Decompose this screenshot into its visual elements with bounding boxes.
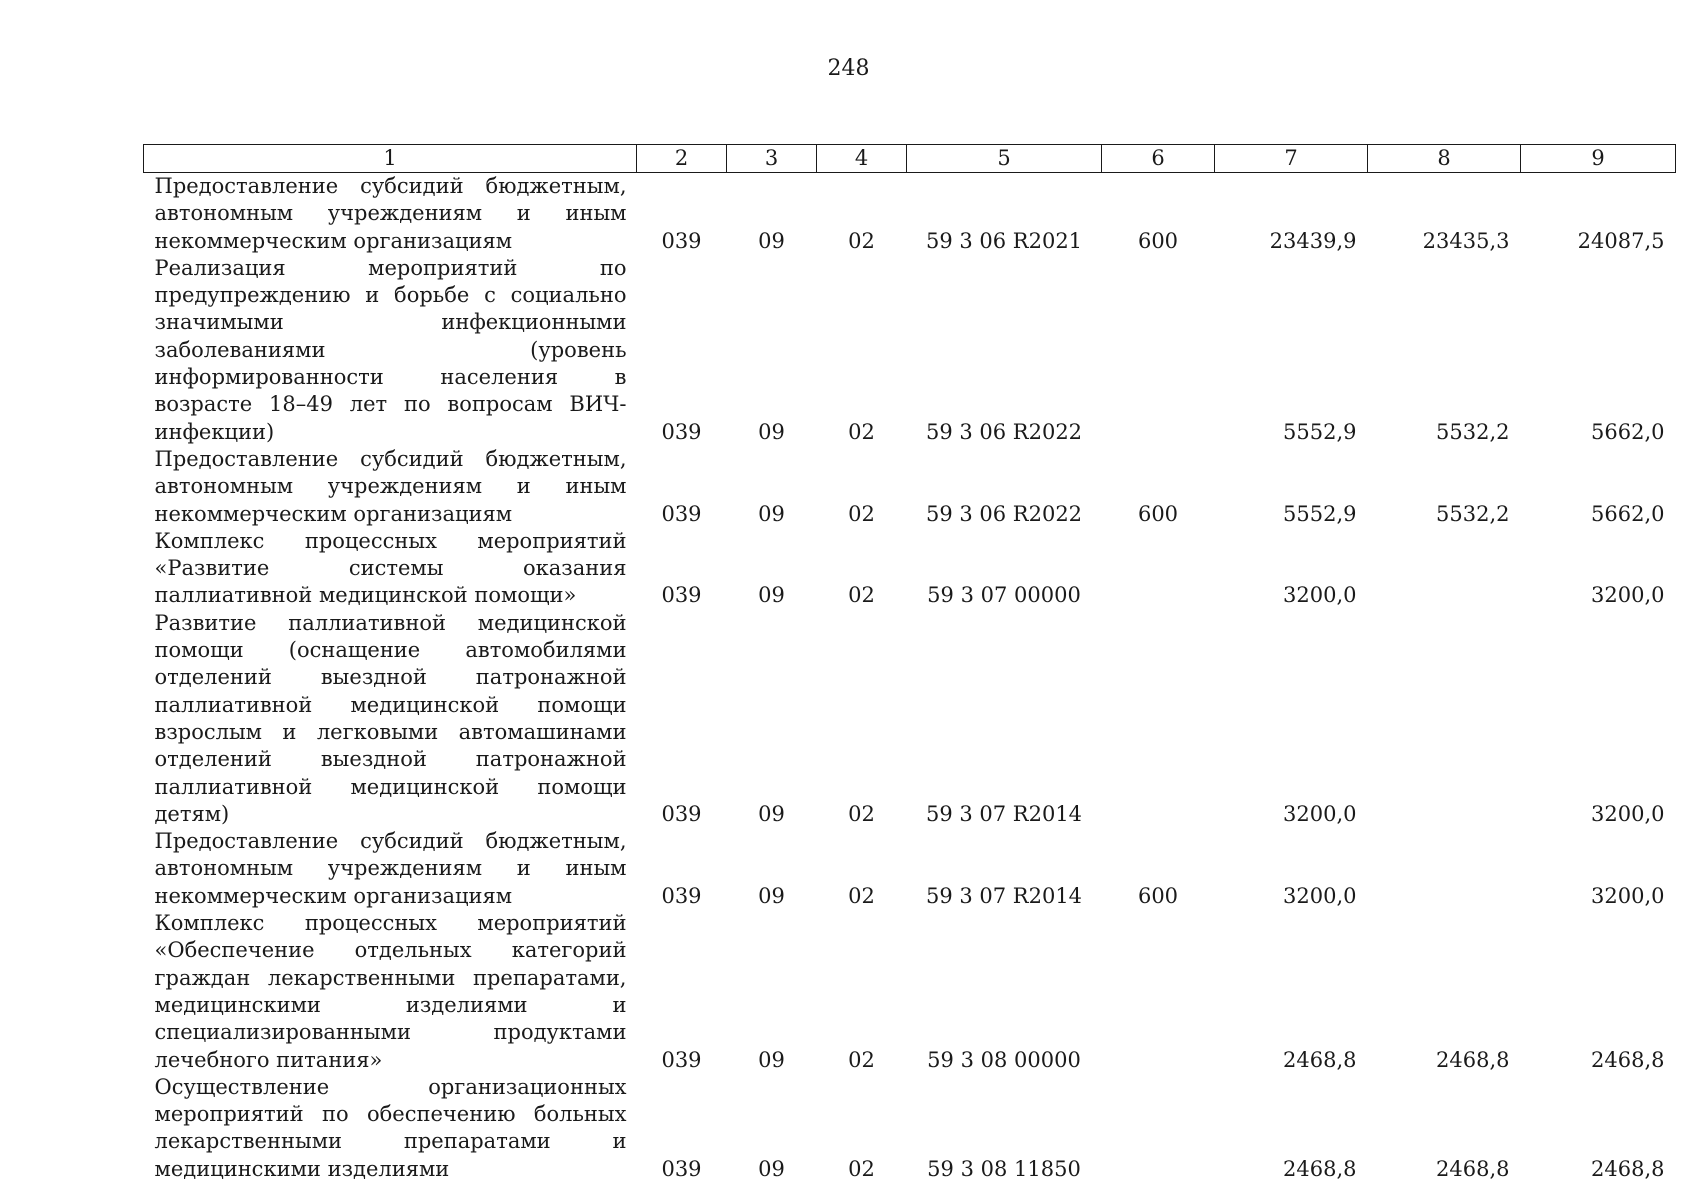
column-header: 3 <box>727 145 817 173</box>
subsection-code: 02 <box>848 228 875 253</box>
ministry-code: 039 <box>661 419 702 444</box>
ministry-code: 039 <box>661 883 702 908</box>
ministry-code: 039 <box>661 801 702 826</box>
section-code: 09 <box>758 1047 785 1072</box>
amount-col9: 5662,0 <box>1591 419 1665 444</box>
row-description: Предоставление субсидий бюджетным, автономным учреждениям и иным некоммерческим организациям <box>154 174 627 253</box>
ministry-code: 039 <box>661 583 702 608</box>
amount-col9: 5662,0 <box>1591 501 1665 526</box>
amount-col7: 3200,0 <box>1283 883 1357 908</box>
target-article-code: 59 3 06 R2021 <box>925 228 1083 253</box>
table-row <box>144 828 1676 910</box>
amount-col7: 5552,9 <box>1283 501 1357 526</box>
ministry-code: 039 <box>661 228 702 253</box>
subsection-code: 02 <box>848 419 875 444</box>
target-article-code: 59 3 08 00000 <box>927 1047 1081 1072</box>
page-number: 248 <box>827 56 870 81</box>
amount-col7: 23439,9 <box>1269 228 1357 253</box>
table-header-row <box>144 145 1676 173</box>
table-row <box>144 528 1676 610</box>
amount-col8: 23435,3 <box>1422 228 1510 253</box>
amount-col8: 2468,8 <box>1436 1156 1510 1181</box>
target-article-code: 59 3 07 00000 <box>927 583 1081 608</box>
target-article-code: 59 3 07 R2014 <box>925 883 1083 908</box>
section-code: 09 <box>758 883 785 908</box>
row-description: Осуществление организационных мероприятий по обеспечению больных лекарственными препаратами и медицинскими изделиями <box>154 1074 627 1181</box>
row-description: Реализация мероприятий по предупреждению и борьбе с социально значимыми инфекционными заболеваниями (уровень информированности населения в возрасте 18–49 лет по вопросам ВИЧ-инфекции) <box>154 255 627 444</box>
target-article-code: 59 3 08 11850 <box>927 1156 1081 1181</box>
expense-type-code <box>1102 910 1215 1074</box>
row-description: Комплекс процессных мероприятий «Развитие системы оказания паллиативной медицинской помощи» <box>154 528 627 608</box>
row-description: Предоставление субсидий бюджетным, автономным учреждениям и иным некоммерческим организациям <box>154 446 627 526</box>
amount-col7: 3200,0 <box>1283 583 1357 608</box>
subsection-code: 02 <box>848 801 875 826</box>
amount-col9: 2468,8 <box>1591 1156 1665 1181</box>
amount-col9: 3200,0 <box>1591 583 1665 608</box>
budget-table <box>143 144 1676 1183</box>
amount-col9: 3200,0 <box>1591 801 1665 826</box>
column-header: 4 <box>817 145 907 173</box>
amount-col8: 5532,2 <box>1436 419 1510 444</box>
amount-col9: 3200,0 <box>1591 883 1665 908</box>
target-article-code: 59 3 07 R2014 <box>925 801 1083 826</box>
column-header: 2 <box>637 145 727 173</box>
ministry-code: 039 <box>661 1156 702 1181</box>
amount-col8 <box>1368 528 1521 610</box>
expense-type-code: 600 <box>1137 228 1179 253</box>
table-row <box>144 910 1676 1074</box>
amount-col8 <box>1368 610 1521 828</box>
amount-col8: 2468,8 <box>1436 1047 1510 1072</box>
target-article-code: 59 3 06 R2022 <box>925 419 1083 444</box>
expense-type-code <box>1102 255 1215 446</box>
row-description: Развитие паллиативной медицинской помощи (оснащение автомобилями отделений выездной патронажной паллиативной медицинской помощи взрослым и легковыми автомашинами отделений выездной патронажной паллиативной медицинской помощи детям) <box>154 610 627 826</box>
section-code: 09 <box>758 419 785 444</box>
section-code: 09 <box>758 583 785 608</box>
section-code: 09 <box>758 501 785 526</box>
amount-col7: 2468,8 <box>1283 1156 1357 1181</box>
target-article-code: 59 3 06 R2022 <box>925 501 1083 526</box>
expense-type-code: 600 <box>1137 501 1179 526</box>
table-row <box>144 610 1676 828</box>
subsection-code: 02 <box>848 501 875 526</box>
subsection-code: 02 <box>848 583 875 608</box>
section-code: 09 <box>758 228 785 253</box>
expense-type-code <box>1102 1074 1215 1183</box>
table-row <box>144 446 1676 528</box>
expense-type-code <box>1102 610 1215 828</box>
ministry-code: 039 <box>661 1047 702 1072</box>
amount-col8 <box>1368 828 1521 910</box>
subsection-code: 02 <box>848 1047 875 1072</box>
expense-type-code <box>1102 528 1215 610</box>
table-row <box>144 255 1676 446</box>
column-header: 6 <box>1102 145 1215 173</box>
column-header: 7 <box>1215 145 1368 173</box>
column-header: 9 <box>1521 145 1676 173</box>
amount-col9: 24087,5 <box>1577 228 1665 253</box>
subsection-code: 02 <box>848 883 875 908</box>
amount-col7: 2468,8 <box>1283 1047 1357 1072</box>
table-row <box>144 173 1676 255</box>
amount-col8: 5532,2 <box>1436 501 1510 526</box>
column-header: 1 <box>144 145 637 173</box>
column-header: 8 <box>1368 145 1521 173</box>
subsection-code: 02 <box>848 1156 875 1181</box>
row-description: Предоставление субсидий бюджетным, автономным учреждениям и иным некоммерческим организациям <box>154 829 627 908</box>
section-code: 09 <box>758 1156 785 1181</box>
amount-col7: 5552,9 <box>1283 419 1357 444</box>
section-code: 09 <box>758 801 785 826</box>
ministry-code: 039 <box>661 501 702 526</box>
row-description: Комплекс процессных мероприятий «Обеспечение отдельных категорий граждан лекарственными препаратами, медицинскими изделиями и специализированными продуктами лечебного питания» <box>154 911 627 1072</box>
amount-col7: 3200,0 <box>1283 801 1357 826</box>
table-row <box>144 1074 1676 1183</box>
column-header: 5 <box>907 145 1102 173</box>
expense-type-code: 600 <box>1137 883 1179 908</box>
amount-col9: 2468,8 <box>1591 1047 1665 1072</box>
